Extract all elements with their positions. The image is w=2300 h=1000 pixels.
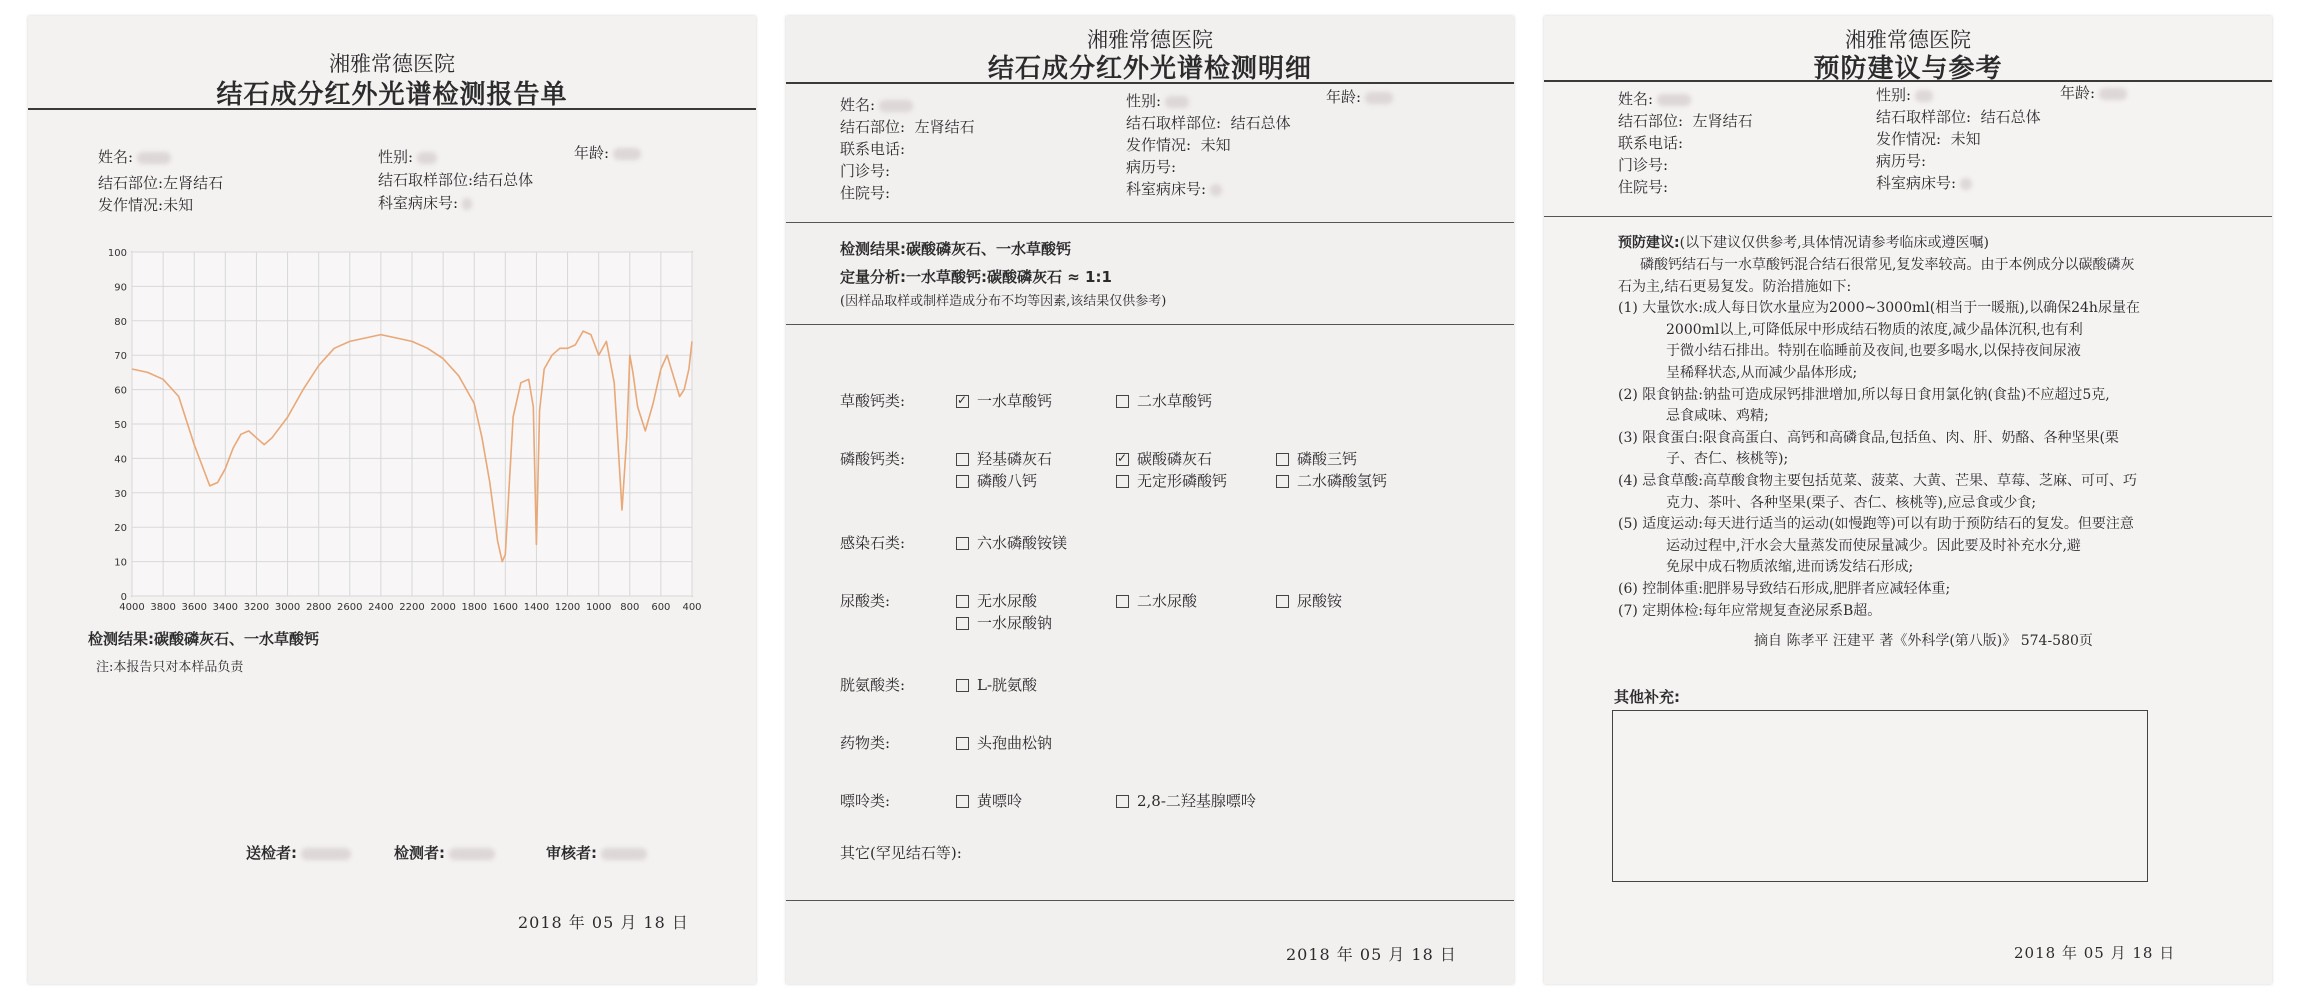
unchecked-box-icon [956,475,969,488]
component-name: 无定形磷酸钙 [1137,472,1228,490]
x-tick-label: 3000 [274,602,301,613]
x-tick-label: 1200 [554,602,581,613]
unchecked-box-icon [956,453,969,466]
gender-field: 性别: [1126,90,1189,111]
advice-title: 预防建议与参考 [1813,54,2003,84]
unchecked-box-icon [956,679,969,692]
component-name: 磷酸三钙 [1297,450,1358,468]
record-field: 病历号: [1876,152,1927,170]
detail-date: 2018 年 05 月 18 日 [1286,945,1457,964]
report-sheet [28,16,756,984]
footer-rule [786,900,1514,901]
unchecked-box-icon [1276,595,1289,608]
header-rule [1544,80,2272,82]
section-rule [786,324,1514,325]
component-name: 头孢曲松钠 [977,734,1053,752]
name-field: 姓名: [840,94,913,115]
component-option [1276,590,1342,611]
advice-line: 2000ml以上,可降低尿中形成结石物质的浓度,减少晶体沉积,也有利 [1666,321,2083,338]
component-option [956,448,1052,469]
component-name: 一水草酸钙 [977,392,1053,410]
component-option [1116,590,1197,611]
tester-field: 检测者: [394,842,495,863]
component-option [956,532,1067,553]
detail-sheet [786,16,1514,984]
quant-note: (因样品取样或制样造成分布不均等因素,该结果仅供参考) [840,294,1167,309]
x-tick-label: 2200 [399,602,425,613]
x-tick-label: 2000 [430,602,456,613]
clinic-field: 门诊号: [840,162,891,180]
x-tick-label: 3200 [243,602,270,613]
record-field: 病历号: [1126,158,1177,176]
onset-field: 发作情况:未知 [98,196,194,214]
component-option [1116,390,1212,411]
component-name: 二水草酸钙 [1137,392,1213,410]
component-name: 二水尿酸 [1137,592,1198,610]
phone-field: 联系电话: [840,140,906,158]
unchecked-box-icon [956,737,969,750]
component-option [1276,448,1357,469]
hospital-name: 湘雅常德医院 [1845,28,1971,52]
component-name: 六水磷酸铵镁 [977,534,1068,552]
component-name: 碳酸磷灰石 [1137,450,1213,468]
age-field: 年龄: [1326,86,1393,107]
unchecked-box-icon [956,617,969,630]
unchecked-box-icon [1116,475,1129,488]
unchecked-box-icon [956,537,969,550]
section-rule [786,222,1514,223]
clinic-field: 门诊号: [1618,156,1669,174]
x-tick-label: 1800 [461,602,487,613]
other-notes-box [1612,710,2148,882]
advice-line: (1) 大量饮水:成人每日饮水量应为2000~3000ml(相当于一暖瓶),以确保24h尿量在 [1618,300,2140,317]
gender-field: 性别: [378,146,437,167]
y-tick-label: 40 [114,454,127,466]
x-tick-label: 3600 [181,602,207,613]
advice-line: 石为主,结石更易复发。防治措施如下: [1618,278,1852,295]
y-tick-label: 60 [114,385,127,397]
component-option [956,790,1022,811]
inpatient-field: 住院号: [840,184,891,202]
component-name: 磷酸八钙 [977,472,1038,490]
bed-field: 科室病床号: [378,192,472,213]
component-option [956,612,1052,633]
y-tick-label: 20 [114,523,127,535]
unchecked-box-icon [956,795,969,808]
advice-line: 磷酸钙结石与一水草酸钙混合结石很常见,复发率较高。由于本例成分以碳酸磷灰 [1640,257,2135,273]
bed-field: 科室病床号: [1126,178,1222,199]
advice-date: 2018 年 05 月 18 日 [2014,944,2176,962]
y-tick-label: 70 [114,351,127,363]
x-tick-label: 3800 [150,602,176,613]
advice-line: 忌食咸味、鸡精; [1666,408,1769,425]
y-tick-label: 0 [120,592,127,603]
x-tick-label: 1400 [523,602,550,613]
advice-line: 于微小结石排出。特别在临睡前及夜间,也要多喝水,以保持夜间尿液 [1666,343,2081,360]
x-tick-label: 800 [620,602,640,613]
unchecked-box-icon [1116,395,1129,408]
component-option [1116,470,1227,491]
y-tick-label: 50 [114,420,127,431]
x-tick-label: 2800 [305,602,332,613]
x-tick-label: 2600 [337,602,363,613]
detail-result: 检测结果:碳酸磷灰石、一水草酸钙 [840,240,1072,258]
x-tick-label: 1600 [492,602,519,613]
checked-box-icon [1116,453,1129,466]
header-rule [28,108,756,110]
advice-line: 克力、茶叶、各种坚果(栗子、杏仁、核桃等),应忌食或少食; [1666,494,2037,511]
unchecked-box-icon [1276,453,1289,466]
category-label: 磷酸钙类: [840,450,906,468]
advice-heading: 预防建议:(以下建议仅供参考,具体情况请参考临床或遵医嘱) [1618,235,1989,251]
y-tick-label: 80 [114,316,127,328]
advice-line: (2) 限食钠盐:钠盐可造成尿钙排泄增加,所以每日食用氯化钠(食盐)不应超过5克, [1618,386,2110,403]
y-tick-label: 30 [114,488,127,500]
component-option [956,674,1037,695]
ir-spectrum-chart [68,236,708,626]
y-tick-label: 90 [114,282,127,294]
other-label: 其他补充: [1614,688,1680,706]
advice-line: 子、杏仁、核桃等); [1666,451,1789,468]
component-name: 黄嘌呤 [977,792,1023,810]
checked-box-icon [956,395,969,408]
name-field: 姓名: [98,146,171,167]
category-label: 尿酸类: [840,592,891,610]
section-rule [1544,216,2272,217]
x-tick-label: 1000 [585,602,612,613]
y-tick-label: 100 [107,248,127,259]
other-field: 其它(罕见结石等): [840,844,962,862]
unchecked-box-icon [1116,595,1129,608]
site-field: 结石部位:左肾结石 [98,174,224,192]
bed-field: 科室病床号: [1876,172,1972,193]
advice-line: (5) 适度运动:每天进行适当的运动(如慢跑等)可以有助于预防结石的复发。但要注意 [1618,516,2134,533]
hospital-name: 湘雅常德医院 [1087,28,1213,52]
result-field: 检测结果:碳酸磷灰石、一水草酸钙 [88,630,320,648]
x-tick-label: 400 [682,602,702,613]
advice-line: (7) 定期体检:每年应常规复查泌尿系B超。 [1618,602,1882,619]
header-rule [786,82,1514,84]
onset-field: 发作情况: 未知 [1126,136,1231,154]
citation: 摘自 陈孝平 汪建平 著《外科学(第八版)》 574-580页 [1754,633,2093,649]
detail-title: 结石成分红外光谱检测明细 [987,54,1312,84]
sample-field: 结石取样部位: 结石总体 [1876,108,2041,126]
inpatient-field: 住院号: [1618,178,1669,196]
advice-line: (4) 忌食草酸:高草酸食物主要包括苋菜、菠菜、大黄、芒果、草莓、芝麻、可可、巧 [1618,473,2137,489]
x-tick-label: 3400 [212,602,239,613]
component-option [956,390,1052,411]
advice-line: (6) 控制体重:肥胖易导致结石形成,肥胖者应减轻体重; [1618,581,1951,597]
component-option [1116,790,1256,811]
component-option [956,732,1052,753]
category-label: 药物类: [840,734,891,752]
sender-field: 送检者: [246,842,351,863]
gender-field: 性别: [1876,84,1933,105]
component-name: 二水磷酸氢钙 [1297,472,1388,490]
hospital-name: 湘雅常德医院 [329,52,455,76]
component-option [956,470,1037,491]
component-option [1116,448,1212,469]
site-field: 结石部位: 左肾结石 [1618,112,1753,130]
component-name: 无水尿酸 [977,592,1038,610]
report-date: 2018 年 05 月 18 日 [518,913,689,932]
unchecked-box-icon [1116,795,1129,808]
category-label: 草酸钙类: [840,392,906,410]
category-label: 胱氨酸类: [840,676,906,694]
quant-analysis: 定量分析:一水草酸钙:碳酸磷灰石 ≈ 1:1 [840,268,1112,286]
phone-field: 联系电话: [1618,134,1684,152]
advice-line: 呈稀释状态,从而减少晶体形成; [1666,365,1858,381]
y-tick-label: 10 [114,557,127,569]
component-name: 尿酸铵 [1297,592,1343,610]
category-label: 感染石类: [840,534,906,552]
advice-line: 运动过程中,汗水会大量蒸发而使尿量减少。因此要及时补充水分,避 [1666,537,2081,554]
category-label: 嘌呤类: [840,792,891,810]
reviewer-field: 审核者: [546,842,647,863]
advice-line: 免尿中成石物质浓缩,进而诱发结石形成; [1666,559,1914,576]
age-field: 年龄: [2060,82,2127,103]
onset-field: 发作情况: 未知 [1876,130,1981,148]
x-tick-label: 600 [651,602,671,613]
component-name: 2,8-二羟基腺嘌呤 [1137,792,1256,810]
unchecked-box-icon [956,595,969,608]
unchecked-box-icon [1276,475,1289,488]
sample-field: 结石取样部位:结石总体 [378,171,534,189]
report-note: 注:本报告只对本样品负责 [96,660,244,675]
report-title: 结石成分红外光谱检测报告单 [216,80,568,110]
age-field: 年龄: [574,142,641,163]
site-field: 结石部位: 左肾结石 [840,118,975,136]
component-option [1276,470,1387,491]
x-tick-label: 4000 [119,602,145,613]
component-option [956,590,1037,611]
advice-sheet [1544,16,2272,984]
x-tick-label: 2400 [368,602,394,613]
component-name: 羟基磷灰石 [977,450,1053,468]
component-name: L-胱氨酸 [977,676,1038,694]
advice-line: (3) 限食蛋白:限食高蛋白、高钙和高磷食品,包括鱼、肉、肝、奶酪、各种坚果(栗 [1618,429,2119,446]
sample-field: 结石取样部位: 结石总体 [1126,114,1291,132]
name-field: 姓名: [1618,88,1691,109]
component-name: 一水尿酸钠 [977,614,1053,632]
